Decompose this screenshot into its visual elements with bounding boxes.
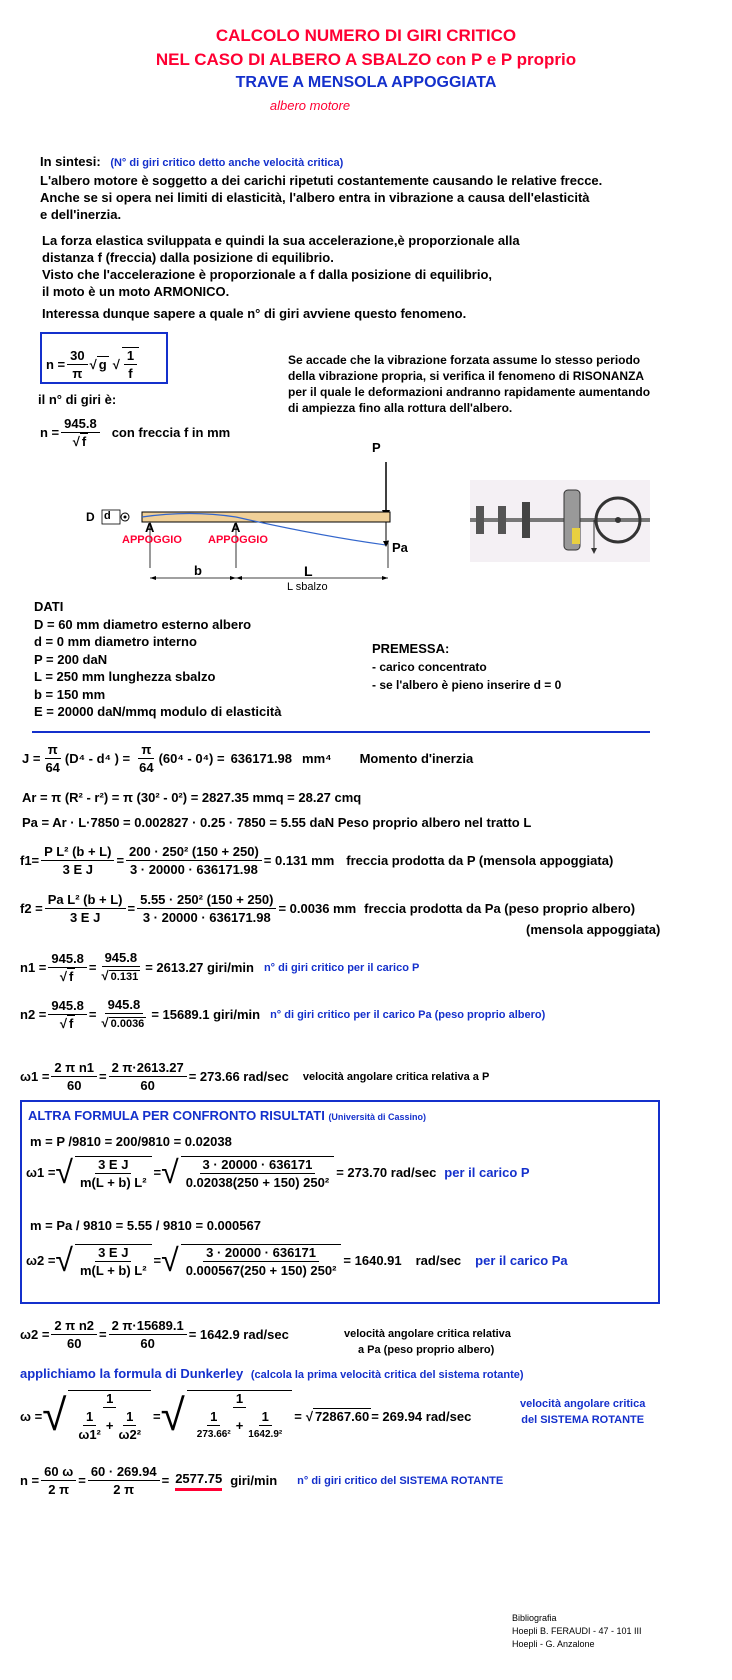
title-line-4: albero motore: [269, 98, 351, 113]
J-formula: J = $\frac{\pi}{64}$ (D⁴ - d⁴ ) = $\frac{\pi}{64}$ (60⁴ - 0⁴) = 636171.98 mm⁴ Momento d'inerzia: [22, 742, 474, 775]
alt-m2: m = Pa / 9810 = 5.55 / 9810 = 0.000567: [30, 1218, 261, 1233]
intro-text-2: La forza elastica sviluppata e quindi la sua accelerazione,è proporzionale alla distanza f (freccia) dalla posizione di equilibrio. Visto che l'accelerazione è proporzionale a f dalla posizione di equilibrio, il moto è un moto ARMONICO.: [42, 233, 520, 299]
f1-formula: f1= $\frac{\text{P L² (b + L)}}{\text{3 E J}}$ = $\frac{\text{200 · 250² (150 + 250)}}{3 \cdot 20000 \cdot 636171.98}$ = 0.131 mm freccia prodotta da P (mensola appoggiata): [20, 844, 614, 877]
shaft-photo: [470, 480, 650, 562]
alt-m1: m = P /9810 = 200/9810 = 0.02038: [30, 1134, 232, 1149]
bibliography: Bibliografia Hoepli B. FERAUDI - 47 - 101 III Hoepli - G. Anzalone: [512, 1613, 642, 1649]
alt-title: ALTRA FORMULA PER CONFRONTO RISULTATI (Università di Cassino): [28, 1108, 426, 1123]
dunkerley-desc: velocità angolare critica del SISTEMA ROTANTE: [520, 1398, 646, 1426]
dunkerley-formula: ω = √ 1 $\frac{1}{\text{ω1²}}$ + $\frac{1}{\text{ω2²}}$ = √ 1 $\frac{1}{\text{273.66²}}$ + $\frac{1}{\text{1642.9²}}$ = √ 72867.60 = 269.94 rad/sec: [20, 1391, 472, 1442]
label-D: D: [86, 510, 95, 524]
label-Pa: Pa: [392, 540, 408, 555]
label-appoggio-1: APPOGGIO: [122, 534, 182, 546]
label-L: L: [304, 563, 313, 579]
intro-question: Interessa dunque sapere a quale n° di giri avviene questo fenomeno.: [42, 306, 467, 321]
f2-formula: f2 = $\frac{\text{Pa L² (b + L)}}{\text{3 E J}}$ = $\frac{\text{5.55 · 250² (150 + 250)}}{3 \cdot 20000 \cdot 636171.98}$ = 0.0036 mm freccia prodotta da Pa (peso proprio albero): [20, 892, 636, 925]
label-d: d: [104, 510, 111, 522]
final-formula: n = $\frac{60 \omega}{2 \pi}$ = $\frac{60 \cdot 269.94}{2 \pi}$ = 2577.75 giri/min n° di giri critico del SISTEMA ROTANTE: [20, 1464, 504, 1497]
Ar-formula: Ar = π (R² - r²) = π (30² - 0²) = 2827.35 mmq = 28.27 cmq: [22, 790, 362, 805]
w1-formula: ω1 = $\frac{\text{2 π n1}}{60}$ = $\frac{2 \pi\cdot 2613.27}{60}$ = 273.66 rad/sec velocità angolare critica relativa a P: [20, 1060, 490, 1093]
label-L-sbalzo: L sbalzo: [287, 581, 328, 593]
premessa-block: PREMESSA: - carico concentrato - se l'albero è pieno inserire d = 0: [372, 641, 562, 692]
Pa-formula: Pa = Ar · L·7850 = 0.002827 · 0.25 · 7850 = 5.55 daN Peso proprio albero nel tratto L: [22, 815, 532, 830]
label-P: P: [372, 440, 381, 455]
label-appoggio-2: APPOGGIO: [208, 534, 268, 546]
alt-w1-formula: ω1 = √ $\frac{\text{3 E J}}{\text{m(L + b) L²}}$ = √ $\frac{3 \cdot 20000 \cdot 636171}{\text{0.02038(250 + 150) 250²}}$ = 273.70 rad/sec per il carico P: [26, 1154, 530, 1190]
n1-formula: n1 = $\frac{945.8}{√ f}$ = $\frac{945.8}{√ 0.131}$ = 2613.27 giri/min n° di giri critico per il carico P: [20, 950, 420, 984]
final-value: 2577.75: [175, 1471, 222, 1491]
label-A2: A: [231, 520, 241, 535]
title-line-3: TRAVE A MENSOLA APPOGGIATA: [235, 74, 497, 91]
intro-text: L'albero motore è soggetto a dei carichi ripetuti costantemente causando le relative frecce. Anche se si opera nei limiti di elasticità, l'albero entra in vibrazione a causa dell'elasticità e dell'inerzia.: [40, 173, 603, 222]
intro-label: In sintesi: (N° di giri critico detto anche velocità critica): [40, 154, 344, 169]
label-b: b: [194, 563, 202, 578]
dati-block: DATI D = 60 mm diametro esterno albero d = 0 mm diametro interno P = 200 daN L = 250 mm lunghezza sbalzo b = 150 mm E = 20000 daN/mmq modulo di elasticità: [34, 599, 282, 719]
giri-formula: n = $\frac{945.8}{√ f}$ con freccia f in mm: [40, 416, 231, 449]
label-A1: A: [145, 520, 155, 535]
title-line-1: CALCOLO NUMERO DI GIRI CRITICO: [215, 26, 517, 45]
formula-box: n = $\frac{30}{\pi}$ √ g √ $\frac{1}{f}$: [40, 332, 168, 384]
dunkerley-title: applichiamo la formula di Dunkerley (calcola la prima velocità critica del sistema rotante): [20, 1366, 524, 1381]
w2-formula: ω2 = $\frac{\text{2 π n2}}{60}$ = $\frac{2 \pi\cdot 15689.1}{60}$ = 1642.9 rad/sec: [20, 1318, 289, 1351]
f2-desc-2: (mensola appoggiata): [526, 922, 661, 937]
title-line-2: NEL CASO DI ALBERO A SBALZO con P e P proprio: [155, 50, 577, 69]
separator: [32, 731, 650, 733]
resonance-note: Se accade che la vibrazione forzata assume lo stesso periodo della vibrazione propria, si verifica il fenomeno di RISONANZA per il quale le deformazioni andranno rapidamente aumentando di ampiezza fino alla rottura dell'albero.: [288, 353, 651, 415]
w2-desc: velocità angolare critica relativa a Pa (peso proprio albero): [344, 1328, 511, 1356]
n2-formula: n2 = $\frac{945.8}{√ f}$ = $\frac{945.8}{√ 0.0036}$ = 15689.1 giri/min n° di giri critico per il carico Pa (peso proprio albero): [20, 997, 546, 1031]
alt-w2-formula: ω2 = √ $\frac{\text{3 E J}}{\text{m(L + b) L²}}$ = √ $\frac{3 \cdot 20000 \cdot 636171}{\text{0.000567(250 + 150) 250²}}$ = 1640.91 rad/sec per il carico Pa: [26, 1242, 568, 1278]
giri-label: il n° di giri è:: [38, 392, 117, 407]
beam-diagram: [80, 440, 420, 600]
